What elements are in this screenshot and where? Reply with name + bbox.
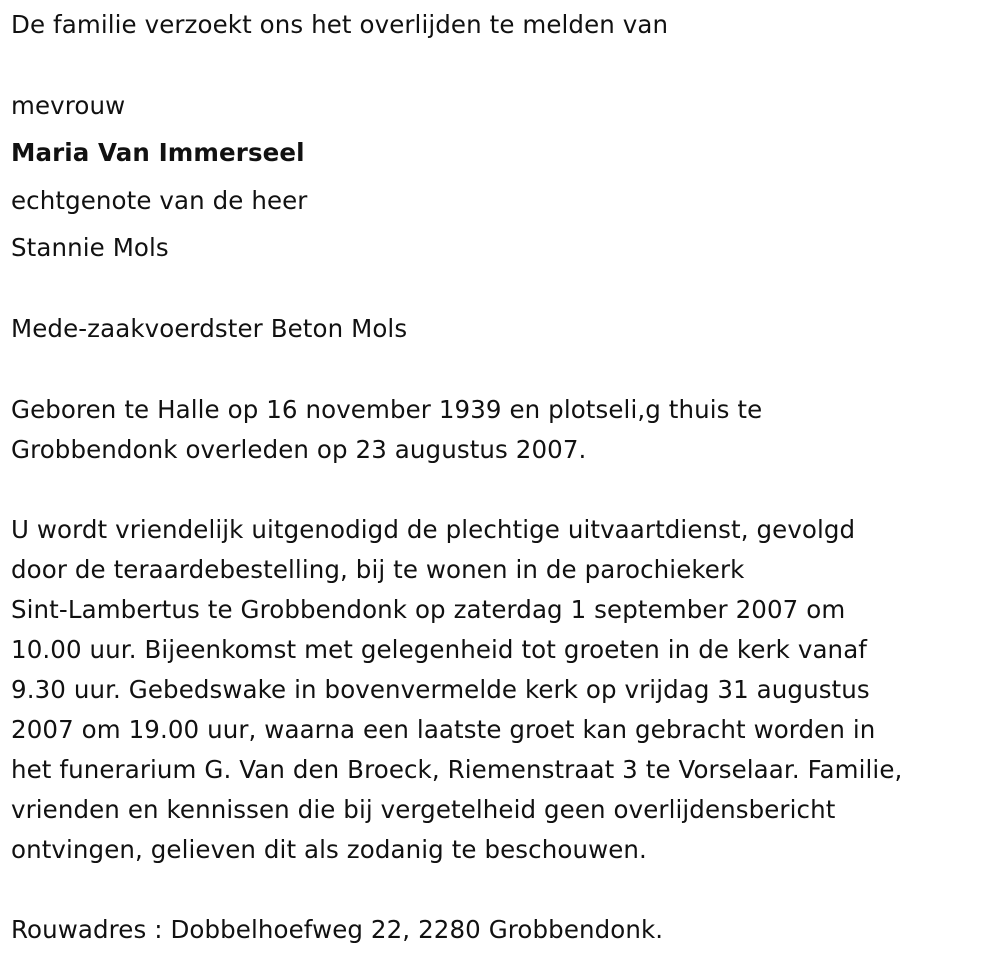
- birth-death-line: Geboren te Halle op 16 november 1939 en plotseli,g thuis te: [11, 395, 763, 424]
- service-line: door de teraardebestelling, bij te wonen in de parochiekerk: [11, 555, 745, 584]
- service-paragraph: [11, 510, 902, 870]
- service-line: 10.00 uur. Bijeenkomst met gelegenheid tot groeten in de kerk vanaf: [11, 635, 868, 664]
- birth-death-paragraph: [11, 390, 762, 470]
- mourning-address: Rouwadres : Dobbelhoefweg 22, 2280 Grobbendonk.: [11, 915, 664, 944]
- service-line: 2007 om 19.00 uur, waarna een laatste groet kan gebracht worden in: [11, 715, 876, 744]
- service-line: Sint-Lambertus te Grobbendonk op zaterdag 1 september 2007 om: [11, 595, 846, 624]
- service-line: ontvingen, gelieven dit als zodanig te beschouwen.: [11, 835, 647, 864]
- intro-text: De familie verzoekt ons het overlijden te melden van: [11, 10, 669, 39]
- service-line: U wordt vriendelijk uitgenodigd de plechtige uitvaartdienst, gevolgd: [11, 515, 856, 544]
- birth-death-line: Grobbendonk overleden op 23 augustus 2007.: [11, 435, 587, 464]
- spouse-name: Stannie Mols: [11, 233, 169, 262]
- service-line: 9.30 uur. Gebedswake in bovenvermelde kerk op vrijdag 31 augustus: [11, 675, 870, 704]
- service-line: het funerarium G. Van den Broeck, Riemenstraat 3 te Vorselaar. Familie,: [11, 755, 903, 784]
- service-line: vrienden en kennissen die bij vergetelheid geen overlijdensbericht: [11, 795, 836, 824]
- relation-text: echtgenote van de heer: [11, 186, 308, 215]
- deceased-name: Maria Van Immerseel: [11, 138, 305, 167]
- honorific-title: mevrouw: [11, 91, 126, 120]
- occupation-text: Mede-zaakvoerdster Beton Mols: [11, 314, 408, 343]
